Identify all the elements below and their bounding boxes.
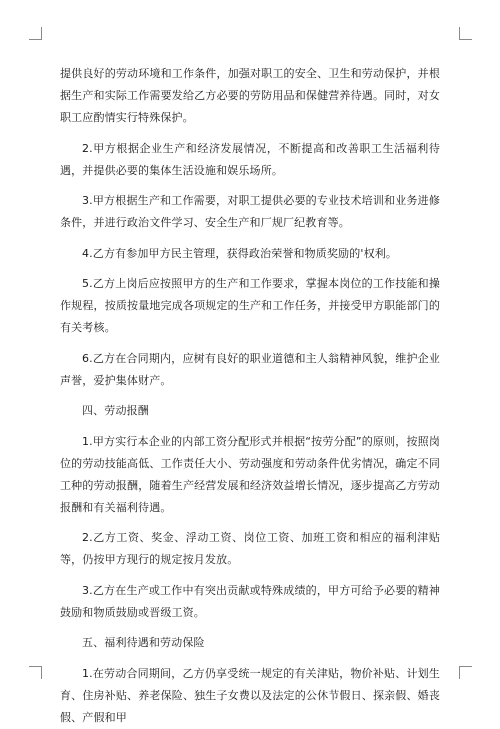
paragraph-welfare-1: 1.在劳动合同期间，乙方仍享受统一规定的有关津贴，物价补贴、计划生育、住房补贴、养老保险、独生子女费以及法定的公休节假日、探亲假、婚丧假、产假和甲 xyxy=(60,666,440,724)
paragraph-remuneration-3: 3.乙方在生产或工作中有突出贡献或特殊成绩的，甲方可给予必要的精神鼓励和物质鼓励或晋级工资。 xyxy=(60,583,440,619)
paragraph-continuation: 提供良好的劳动环境和工作条件，加强对职工的安全、卫生和劳动保护，并根据生产和实际工作需要发给乙方必要的劳防用品和保健营养待遇。同时，对女职工应酌情实行特殊保护。 xyxy=(60,67,440,124)
corner-crop-mark-bottom-right xyxy=(459,666,472,679)
paragraph-clause-6: 6.乙方在合同期内，应树有良好的职业道德和主人翁精神风貌，维护企业声誉，爱护集体财产。 xyxy=(60,351,440,387)
corner-crop-mark-top-right xyxy=(459,27,472,40)
document-body xyxy=(60,63,440,729)
section-heading-remuneration: 四、劳动报酬 xyxy=(82,404,149,417)
paragraph-remuneration-2: 2.乙方工资、奖金、浮动工资、岗位工资、加班工资和相应的福利津贴等，仍按甲方现行的规定按月发放。 xyxy=(60,531,440,566)
section-heading-welfare-insurance: 五、福利待遇和劳动保险 xyxy=(82,636,205,649)
paragraph-clause-3: 3.甲方根据生产和工作需要，对职工提供必要的专业技术培训和业务进修条件，并进行政治文件学习、安全生产和厂规厂纪教育等。 xyxy=(60,194,440,229)
paragraph-clause-4: 4.乙方有参加甲方民主管理，获得政治荣誉和物质奖励的'权利。 xyxy=(82,246,398,260)
paragraph-clause-5: 5.乙方上岗后应按照甲方的生产和工作要求，掌握本岗位的工作技能和操作规程，按质按量地完成各项规定的生产和工作任务，并接受甲方职能部门的有关考核。 xyxy=(60,277,440,334)
paragraph-remuneration-1: 1.甲方实行本企业的内部工资分配形式并根据“按劳分配”的原则，按照岗位的劳动技能高低、工作责任大小、劳动强度和劳动条件优劣情况，确定不同工种的劳动报酬，随着生产经营发展和经济效益增长情况，逐步提高乙方劳动报酬和有关福利待遇。 xyxy=(60,434,440,514)
corner-crop-mark-bottom-left xyxy=(29,666,42,679)
paragraph-clause-2: 2.甲方根据企业生产和经济发展情况，不断提高和改善职工生活福利待遇，并提供必要的集体生活设施和娱乐场所。 xyxy=(60,141,440,177)
corner-crop-mark-top-left xyxy=(29,27,42,40)
